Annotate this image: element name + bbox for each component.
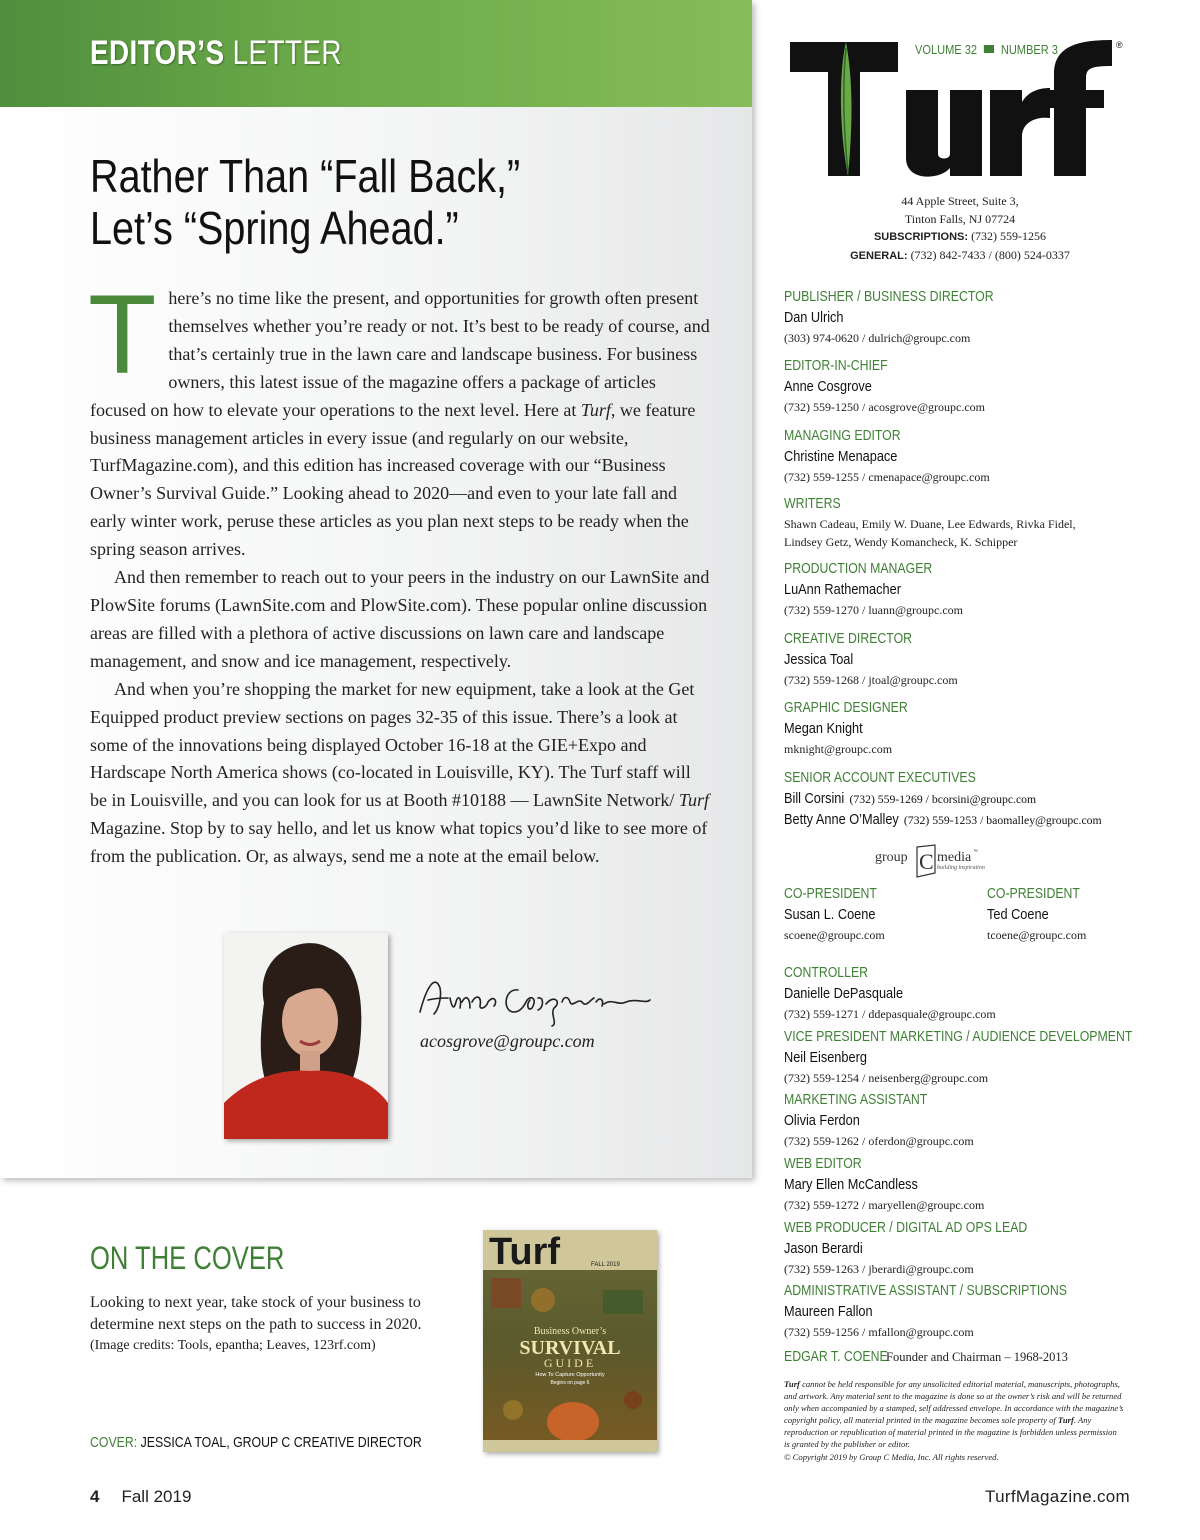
section-title-bold: EDITOR’S (90, 34, 225, 72)
account-exec-1 (784, 790, 1076, 809)
staff-role: MARKETING ASSISTANT (784, 1091, 928, 1108)
editor-email[interactable]: acosgrove@groupc.com (420, 1031, 595, 1051)
cover-credit-label: COVER: (90, 1434, 138, 1451)
disclaimer-brand-2: Turf (1057, 1415, 1074, 1426)
general-label: GENERAL: (850, 249, 908, 262)
staff-contact: (732) 559-1254 / neisenberg@groupc.com (784, 1071, 989, 1085)
cover-thumb-main: SURVIVAL (519, 1337, 621, 1359)
cover-thumb-sub1: How To Capture Opportunity (535, 1372, 605, 1378)
staff-managing-editor (784, 427, 990, 485)
paragraph-3 (90, 676, 710, 871)
paragraph-1-emphasis: Turf (580, 399, 611, 420)
staff-role: PRODUCTION MANAGER (784, 560, 933, 577)
article-title (90, 150, 606, 254)
writers-line1: Shawn Cadeau, Emily W. Duane, Lee Edwards, Rivka Fidel, (784, 517, 1076, 531)
staff-name: Ted Coene (987, 906, 1049, 923)
editors-letter-panel (0, 0, 752, 1178)
staff-writers (784, 495, 1076, 551)
issue-label: Fall 2019 (121, 1487, 192, 1506)
cover-thumb-sub2: Begins on page 6 (550, 1380, 590, 1386)
staff-role: ADMINISTRATIVE ASSISTANT / SUBSCRIPTIONS (784, 1282, 1067, 1299)
site-url[interactable]: TurfMagazine.com (985, 1487, 1130, 1506)
staff-role: CO-PRESIDENT (987, 885, 1080, 902)
paragraph-2: And then remember to reach out to your peers in the industry on our LawnSite and PlowSite forums (LawnSite.com and PlowSite.com). These popular online discussion areas are filled with a plethora of active discussions on lawn care and landscape management, and snow and ice management, respectively. (90, 567, 710, 671)
staff-contact: (732) 559-1255 / cmenapace@groupc.com (784, 470, 990, 484)
staff-name: Betty Anne O’Malley (784, 811, 899, 828)
staff-creative-director (784, 630, 958, 688)
staff-marketing-assistant (784, 1091, 974, 1149)
registered-mark: ® (1116, 40, 1123, 50)
copyright: © Copyright 2019 by Group C Media, Inc. All rights reserved. (784, 1451, 999, 1462)
staff-name: LuAnn Rathemacher (784, 581, 901, 598)
staff-contact: tcoene@groupc.com (987, 928, 1087, 942)
section-title-light: LETTER (232, 34, 342, 72)
founder-description: Founder and Chairman – 1968-2013 (886, 1350, 1068, 1364)
staff-graphic-designer (784, 699, 935, 757)
co-president-1 (784, 885, 897, 943)
subscriptions-label: SUBSCRIPTIONS: (873, 231, 969, 243)
founder-line (784, 1348, 1068, 1367)
subscriptions-value: (732) 559-1256 (971, 229, 1047, 243)
groupc-tm: ™ (973, 849, 978, 855)
general-value: (732) 842-7433 / (800) 524-0337 (910, 247, 1070, 262)
paragraph-1-text-a: here’s no time like the present, and opportunities for growth often present themselves whether you’re ready or not. It’s best to be ready of course, and that’s certainly true in the lawn care and landscape business. For business owners, this latest issue of the magazine offers a package of articles focused on how to elevate your operations to the next level. Here at (90, 288, 710, 420)
writers-list (784, 515, 1076, 551)
disclaimer-text-a: cannot be held responsible for any unsolicited editorial material, manuscripts, photographs, and artwork. Any material sent to the magazine is done so at the owner’s risk and will be returned only when accompanied by a stamped, self addressed envelope. In accordance with the magazine’s copyright policy, all material printed in the magazine becomes sole property of (784, 1379, 1124, 1426)
staff-contact: (732) 559-1270 / luann@groupc.com (784, 603, 964, 617)
staff-role: PUBLISHER / BUSINESS DIRECTOR (784, 288, 994, 305)
group-c-media-logo (873, 843, 1013, 879)
paragraph-3-emphasis: Turf (678, 790, 709, 811)
staff-contact: (732) 559-1253 / baomalley@groupc.com (903, 813, 1102, 827)
staff-role: WEB PRODUCER / DIGITAL AD OPS LEAD (784, 1219, 1028, 1236)
staff-controller (784, 964, 996, 1022)
staff-web-editor (784, 1155, 984, 1213)
staff-contact: (732) 559-1269 / bcorsini@groupc.com (849, 792, 1037, 806)
cover-heading: ON THE COVER (90, 1240, 285, 1276)
cover-description: Looking to next year, take stock of your business to determine next steps on the path to success in 2020. (90, 1294, 422, 1333)
disclaimer (784, 1378, 1124, 1463)
article-body (88, 272, 710, 871)
staff-role: EDITOR-IN-CHIEF (784, 357, 888, 374)
staff-role: MANAGING EDITOR (784, 427, 901, 444)
section-header-bar (0, 0, 752, 107)
editor-photo (224, 933, 388, 1139)
groupc-mid: C (919, 849, 934, 874)
staff-senior-account-executives (784, 769, 1127, 830)
co-president-2 (987, 885, 1100, 943)
disclaimer-text-b: . Any reproduction or republication of material printed in the magazine is forbidden unless permission is granted by the publisher or editor. (784, 1415, 1117, 1450)
staff-contact: (732) 559-1272 / maryellen@groupc.com (784, 1198, 985, 1212)
cover-thumb-kicker: Business Owner’s (533, 1326, 607, 1337)
cover-thumb-issue: FALL 2019 (591, 1262, 620, 1268)
staff-role: WEB EDITOR (784, 1155, 862, 1172)
groupc-tagline: building inspiration (937, 865, 985, 871)
folio (90, 1487, 191, 1507)
staff-admin-assistant (784, 1282, 1129, 1340)
paragraph-1-text-b: , we feature business management articles in every issue (and regularly on our website, TurfMagazine.com), and this edition has increased coverage with our “Business Owner’s Survival Guide.” Looking ahead to 2020—and even to your late fall and early winter work, peruse these articles as you plan next steps to be ready when the spring season arrives. (90, 399, 696, 560)
staff-web-producer (784, 1219, 1081, 1277)
cover-credit-value: JESSICA TOAL, GROUP C CREATIVE DIRECTOR (140, 1434, 422, 1451)
staff-role: GRAPHIC DESIGNER (784, 699, 908, 716)
staff-role: VICE PRESIDENT MARKETING / AUDIENCE DEVELOPMENT (784, 1028, 1133, 1045)
editor-signature (414, 968, 654, 1033)
article-title-line2: Let’s “Spring Ahead.” (90, 202, 459, 254)
staff-contact: (732) 559-1262 / oferdon@groupc.com (784, 1134, 974, 1148)
groupc-left: group (875, 850, 908, 865)
staff-role: CO-PRESIDENT (784, 885, 877, 902)
staff-name: Mary Ellen McCandless (784, 1176, 918, 1193)
staff-role: WRITERS (784, 495, 841, 512)
staff-contact: mknight@groupc.com (784, 742, 893, 756)
disclaimer-brand: Turf (784, 1379, 800, 1389)
staff-name: Bill Corsini (784, 790, 845, 807)
staff-contact: scoene@groupc.com (784, 928, 885, 942)
address-line2: Tinton Falls, NJ 07724 (904, 211, 1016, 226)
staff-contact: (732) 559-1263 / jberardi@groupc.com (784, 1262, 974, 1276)
drop-cap: T (88, 272, 157, 397)
staff-name: Susan L. Coene (784, 906, 876, 923)
staff-role: CONTROLLER (784, 964, 869, 981)
staff-name: Neil Eisenberg (784, 1049, 867, 1066)
staff-name: Jason Berardi (784, 1240, 863, 1257)
page-number: 4 (90, 1487, 100, 1506)
address-line1: 44 Apple Street, Suite 3, (901, 194, 1019, 208)
cover-thumb-logo: Turf (489, 1231, 561, 1273)
paragraph-3-text-a: And when you’re shopping the market for new equipment, take a look at the Get Equipped product preview sections on pages 32-35 of this issue. There’s a look at some of the innovations being displayed October 16-18 at the GIE+Expo and Hardscape North America shows (co-located in Louisville, KY). The Turf staff will be in Louisville, and you can look for us at Booth #10188 — LawnSite Network/ (90, 678, 695, 811)
staff-publisher (784, 288, 1040, 346)
staff-contact: (732) 559-1268 / jtoal@groupc.com (784, 673, 958, 687)
staff-name: Dan Ulrich (784, 309, 844, 326)
account-exec-2 (784, 811, 1102, 830)
staff-name: Maureen Fallon (784, 1303, 873, 1320)
staff-role: CREATIVE DIRECTOR (784, 630, 913, 647)
staff-name: Jessica Toal (784, 651, 854, 668)
staff-contact: (732) 559-1250 / acosgrove@groupc.com (784, 400, 985, 414)
number-label: NUMBER 3 (1000, 42, 1058, 57)
cover-image-credits: (Image credits: Tools, epantha; Leaves, 123rf.com) (90, 1338, 376, 1353)
article-title-line1: Rather Than “Fall Back,” (90, 150, 521, 202)
staff-vp-marketing (784, 1028, 1200, 1086)
subscriptions-line (820, 228, 1100, 247)
staff-contact: (732) 559-1271 / ddepasquale@groupc.com (784, 1007, 996, 1021)
staff-name: Anne Cosgrove (784, 378, 872, 395)
staff-production-manager (784, 560, 965, 618)
cover-credit-line (90, 1434, 422, 1451)
groupc-right: media (937, 850, 972, 865)
staff-name: Christine Menapace (784, 448, 898, 465)
paragraph-1 (88, 272, 710, 564)
staff-name: Danielle DePasquale (784, 985, 904, 1002)
staff-contact: (303) 974-0620 / dulrich@groupc.com (784, 331, 971, 345)
section-title (90, 34, 342, 73)
general-line (820, 247, 1100, 266)
cover-thumb-guide: GUIDE (543, 1356, 597, 1370)
staff-role: SENIOR ACCOUNT EXECUTIVES (784, 769, 976, 786)
writers-line2: Lindsey Getz, Wendy Komancheck, K. Schipper (784, 535, 1018, 549)
paragraph-3-text-b: Magazine. Stop by to say hello, and let us know what topics you’d like to see more of from the publication. Or, as always, send me a note at the email below. (90, 818, 708, 867)
founder-name: EDGAR T. COENE (784, 1348, 888, 1365)
turf-logo (786, 36, 1131, 184)
staff-name: Megan Knight (784, 720, 863, 737)
staff-contact: (732) 559-1256 / mfallon@groupc.com (784, 1325, 974, 1339)
volume-label: VOLUME 32 (915, 42, 978, 57)
staff-name: Olivia Ferdon (784, 1112, 860, 1129)
staff-editor-in-chief (784, 357, 985, 415)
masthead-address (820, 193, 1100, 265)
cover-thumbnail (483, 1230, 657, 1452)
